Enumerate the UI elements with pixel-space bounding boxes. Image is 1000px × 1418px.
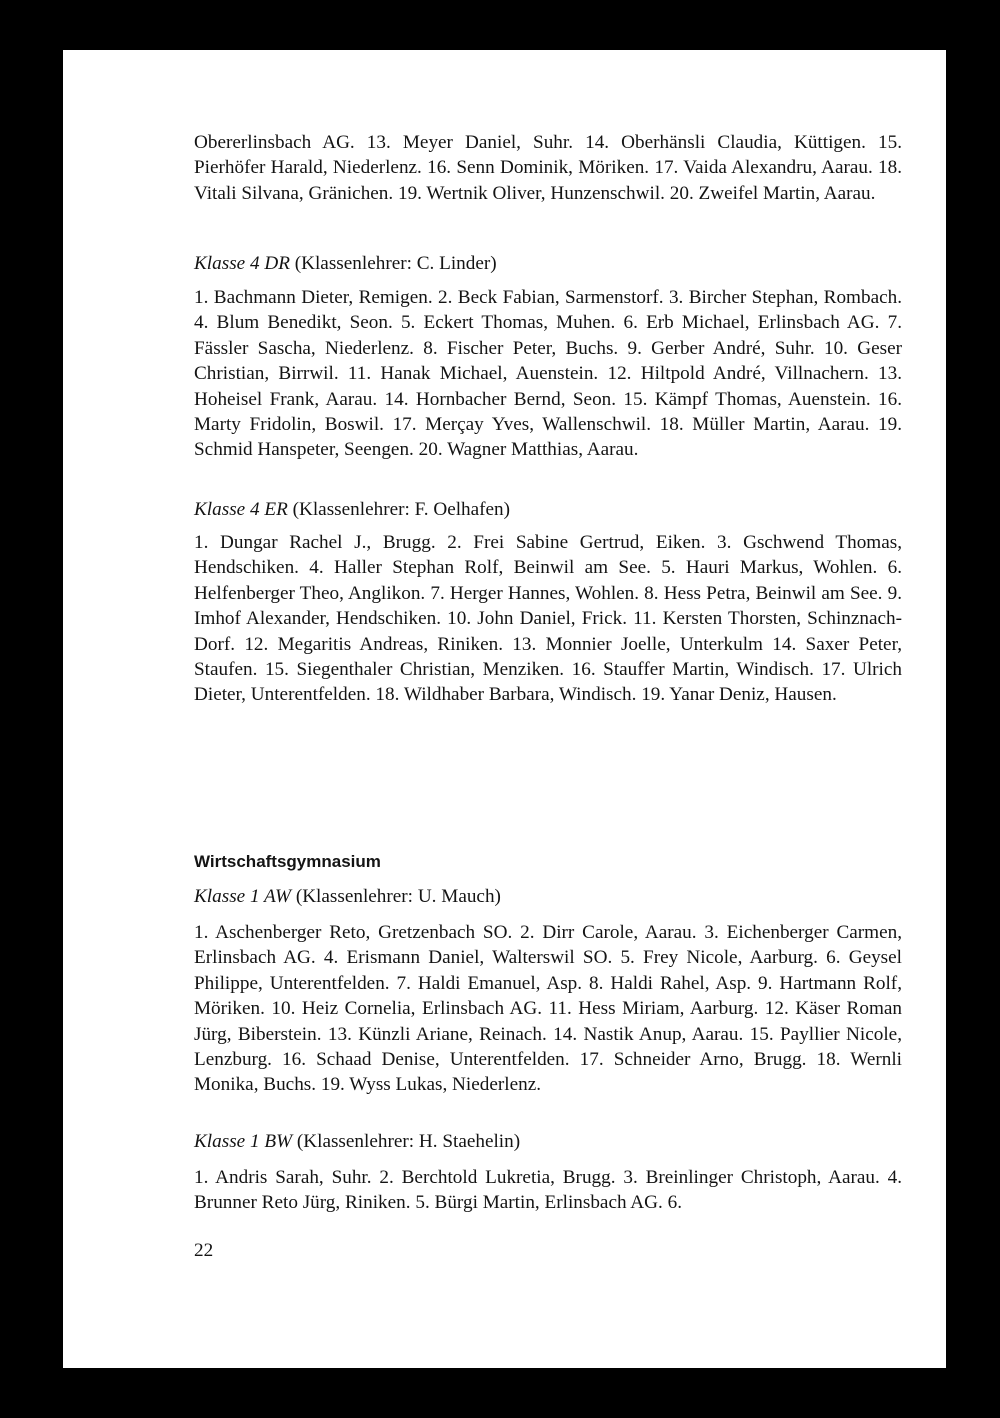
class-4er-list bbox=[194, 530, 902, 708]
class-1bw-students: 1. Andris Sarah, Suhr. 2. Berchtold Lukretia, Brugg. 3. Breinlinger Christoph, Aarau. 4. Brunner Reto Jürg, Riniken. 5. Bürgi Martin, Erlinsbach AG. 6. bbox=[194, 1167, 902, 1214]
class-1aw-name: Klasse 1 AW bbox=[194, 886, 292, 907]
class-4dr-name: Klasse 4 DR bbox=[194, 253, 290, 274]
class-1aw-heading bbox=[194, 884, 902, 909]
class-1bw-teacher: (Klassenlehrer: H. Staehelin) bbox=[296, 1131, 521, 1152]
continuation-list bbox=[194, 130, 902, 206]
page-number: 22 bbox=[194, 1240, 214, 1261]
class-1aw-students: 1. Aschenberger Reto, Gretzenbach SO. 2. Dirr Carole, Aarau. 3. Eichenberger Carmen, Erlinsbach AG. 4. Erismann Daniel, Walterswil SO. 5. Frey Nicole, Aarburg. 6. Geysel Philippe, Unterentfelden. 7. Haldi Emanuel, Asp. 8. Haldi Rahel, Asp. 9. Hartmann Rolf, Möriken. 10. Heiz Cornelia, Erlinsbach AG. 11. Hess Miriam, Aarburg. 12. Käser Roman Jürg, Biberstein. 13. Künzli Ariane, Reinach. 14. Nastik Anup, Aarau. 15. Payllier Nicole, Lenzburg. 16. Schaad Denise, Unterentfelden. 17. Schneider Arno, Brugg. 18. Wernli Monika, Buchs. 19. Wyss Lukas, Niederlenz. bbox=[194, 922, 902, 1096]
class-1aw-teacher: (Klassenlehrer: U. Mauch) bbox=[295, 886, 501, 907]
continuation-text: Obererlinsbach AG. 13. Meyer Daniel, Suhr. 14. Oberhänsli Claudia, Küttigen. 15. Pierhöfer Harald, Niederlenz. 16. Senn Dominik, Möriken. 17. Vaida Alexandru, Aarau. 18. Vitali Silvana, Gränichen. 19. Wertnik Oliver, Hunzenschwil. 20. Zweifel Martin, Aarau. bbox=[194, 132, 902, 204]
class-4er-name: Klasse 4 ER bbox=[194, 499, 288, 520]
class-4dr-teacher: (Klassenlehrer: C. Linder) bbox=[294, 253, 497, 274]
class-1bw-heading bbox=[194, 1129, 902, 1154]
class-4dr-heading bbox=[194, 251, 902, 276]
section-heading bbox=[194, 850, 902, 874]
class-4er-teacher: (Klassenlehrer: F. Oelhafen) bbox=[292, 499, 511, 520]
class-1aw-list bbox=[194, 920, 902, 1098]
document-page bbox=[63, 50, 946, 1368]
class-1bw-name: Klasse 1 BW bbox=[194, 1131, 293, 1152]
class-4dr-list bbox=[194, 285, 902, 463]
class-1bw-list bbox=[194, 1165, 902, 1216]
section-title: Wirtschaftsgymnasium bbox=[194, 852, 381, 871]
class-4dr-students: 1. Bachmann Dieter, Remigen. 2. Beck Fabian, Sarmenstorf. 3. Bircher Stephan, Rombach. 4. Blum Benedikt, Seon. 5. Eckert Thomas, Muhen. 6. Erb Michael, Erlinsbach AG. 7. Fässler Sascha, Niederlenz. 8. Fischer Peter, Buchs. 9. Gerber André, Suhr. 10. Geser Christian, Birrwil. 11. Hanak Michael, Auenstein. 12. Hiltpold André, Villnachern. 13. Hoheisel Frank, Aarau. 14. Hornbacher Bernd, Seon. 15. Kämpf Thomas, Auenstein. 16. Marty Fridolin, Boswil. 17. Merçay Yves, Wallenschwil. 18. Müller Martin, Aarau. 19. Schmid Hanspeter, Seengen. 20. Wagner Matthias, Aarau. bbox=[194, 287, 902, 461]
class-4er-students: 1. Dungar Rachel J., Brugg. 2. Frei Sabine Gertrud, Eiken. 3. Gschwend Thomas, Hendschiken. 4. Haller Stephan Rolf, Beinwil am See. 5. Hauri Markus, Wohlen. 6. Helfenberger Theo, Anglikon. 7. Herger Hannes, Wohlen. 8. Hess Petra, Beinwil am See. 9. Imhof Alexander, Hendschiken. 10. John Daniel, Frick. 11. Kersten Thorsten, Schinznach-Dorf. 12. Megaritis Andreas, Riniken. 13. Monnier Joelle, Unterkulm 14. Saxer Peter, Staufen. 15. Siegenthaler Christian, Menziken. 16. Stauffer Martin, Windisch. 17. Ulrich Dieter, Unterentfelden. 18. Wildhaber Barbara, Windisch. 19. Yanar Deniz, Hausen. bbox=[194, 532, 902, 706]
class-4er-heading bbox=[194, 497, 902, 522]
